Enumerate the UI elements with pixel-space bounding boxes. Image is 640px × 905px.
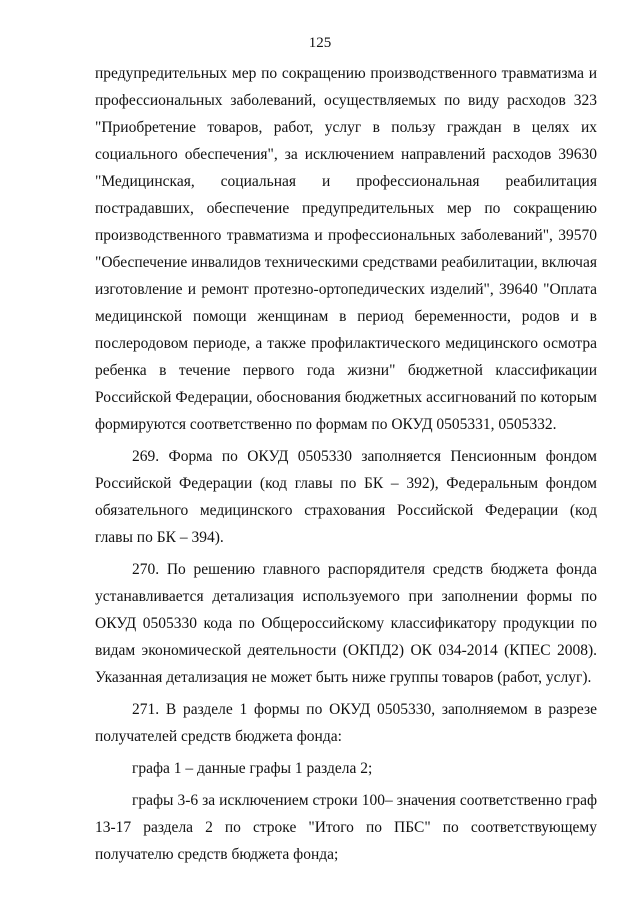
page-number: 125 bbox=[308, 35, 332, 51]
paragraph-269: 269. Форма по ОКУД 0505330 заполняется Пенсионным фондом Российской Федерации (код главы по БК – 392), Федеральным фондом обязательного медицинского страхования Российской Федерации (код главы по БК – 394). bbox=[95, 448, 597, 546]
document-body bbox=[95, 60, 597, 868]
paragraph-271: 271. В разделе 1 формы по ОКУД 0505330, заполняемом в разрезе получателей средств бюджета фонда: bbox=[95, 701, 597, 745]
paragraph-continuation: предупредительных мер по сокращению производственного травматизма и профессиональных заболеваний, осуществляемых по виду расходов 323 "Приобретение товаров, работ, услуг в пользу граждан в целях их социального обеспечения", за исключением направлений расходов 39630 "Медицинская, социальная и профессиональная реабилитация пострадавших, обеспечение предупредительных мер по сокращению производственного травматизма и профессиональных заболеваний", 39570 "Обеспечение инвалидов техническими средствами реабилитации, включая изготовление и ремонт протезно-ортопедических изделий", 39640 "Оплата медицинской помощи женщинам в период беременности, родов и в послеродовом периоде, а также профилактического медицинского осмотра ребенка в течение первого года жизни" бюджетной классификации Российской Федерации, обоснования бюджетных ассигнований по которым формируются соответственно по формам по ОКУД 0505331, 0505332. bbox=[95, 65, 597, 433]
paragraph-column-1: графа 1 – данные графы 1 раздела 2; bbox=[132, 760, 373, 777]
paragraph-columns-3-6: графы 3-6 за исключением строки 100– значения соответственно граф 13-17 раздела 2 по строке "Итого по ПБС" по соответствующему получателю средств бюджета фонда; bbox=[95, 792, 597, 863]
paragraph-270: 270. По решению главного распорядителя средств бюджета фонда устанавливается детализация используемого при заполнении формы по ОКУД 0505330 кода по Общероссийскому классификатору продукции по видам экономической деятельности (ОКПД2) ОК 034-2014 (КПЕС 2008). Указанная детализация не может быть ниже группы товаров (работ, услуг). bbox=[95, 561, 597, 686]
